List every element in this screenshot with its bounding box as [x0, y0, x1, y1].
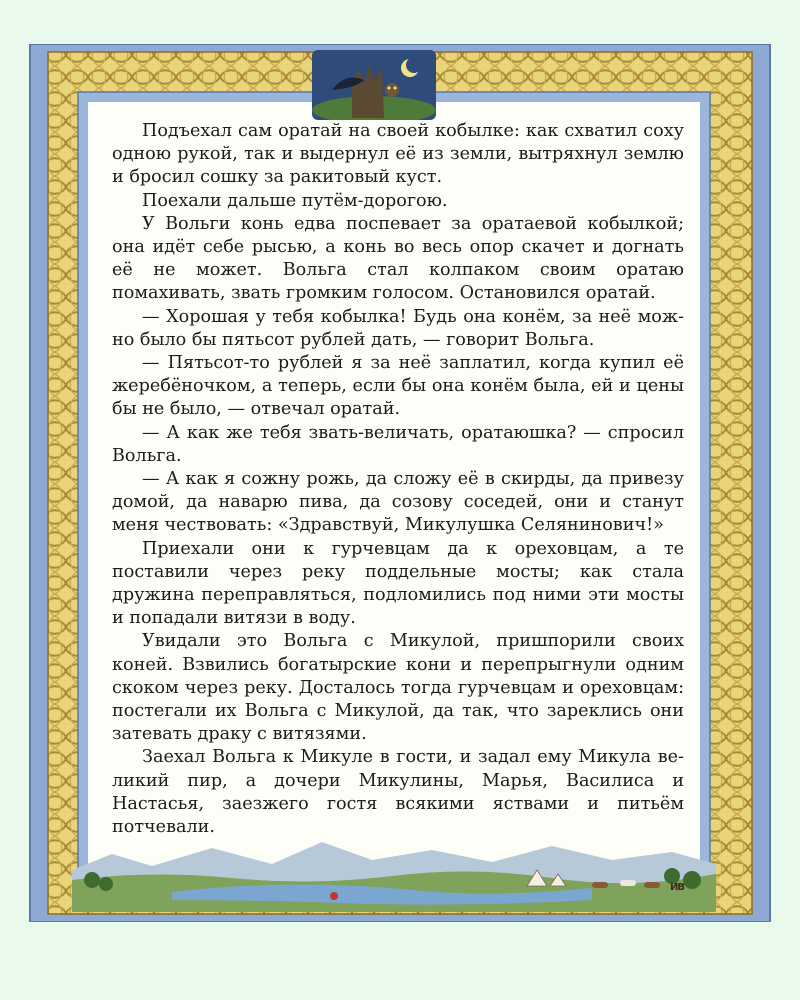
paragraph: Заехал Вольга к Микуле в гости, и задал ему Микула великий пир, а дочери Микулины, Марья, Василиса и Настасья, заезжего гостя всякими яствами и питьём потчевали. [112, 747, 684, 838]
paragraph: Подъехал сам оратай на своей кобылке: как схватил соху одною рукой, так и выдернул её из земли, вытряхнул землю и бросил сошку за ракитовый куст. [112, 121, 684, 188]
paragraph: Приехали они к гурчевцам да к ореховцам, а те поставили через реку поддельные мосты; как стала дружина переправляться, подломились под ними эти мосты и попадали витязи в воду. [112, 538, 684, 629]
paragraph: Увидали это Вольга с Микулой, пришпорили своих коней. Взвились богатырские кони и перепрыгнули одним скоком через реку. Досталось тогда гурчевцам и ореховцам: постегали их Вольга с Микулой, да так, что зареклись они затевать драку с витязями. [112, 631, 684, 745]
paragraph: — А как я сожну рожь, да сложу её в скирды, да привезу домой, да наварю пива, да созову соседей, они и станут меня чествовать: «Здравствуй, Микулушка Селянинович!» [112, 469, 684, 536]
landscape-illustration-icon [72, 840, 716, 912]
paragraph: — Хорошая у тебя кобылка! Будь она конём, за неё можно было бы пятьсот рублей дать, — говорит Вольга. [112, 306, 684, 350]
paragraph: У Вольги конь едва поспевает за оратаевой кобылкой; она идёт себе рысью, а конь во весь опор скачет и догнать её не может. Вольга стал колпаком своим оратаю помахивать, звать громким голосом. Остановился оратай. [112, 213, 684, 304]
paragraph: — Пятьсот-то рублей я за неё заплатил, когда купил её жеребёночком, а теперь, если бы она конём была, ей и цены бы не было, — отвечал оратай. [112, 353, 684, 420]
night-owl-moon-icon [312, 50, 436, 120]
paragraph: Поехали дальше путём-дорогою. [142, 190, 448, 211]
paragraph: — А как же тебя звать-величать, оратаюшка? — спросил Вольга. [112, 422, 684, 466]
artist-signature: ИВ [670, 882, 684, 893]
story-text [112, 120, 684, 839]
